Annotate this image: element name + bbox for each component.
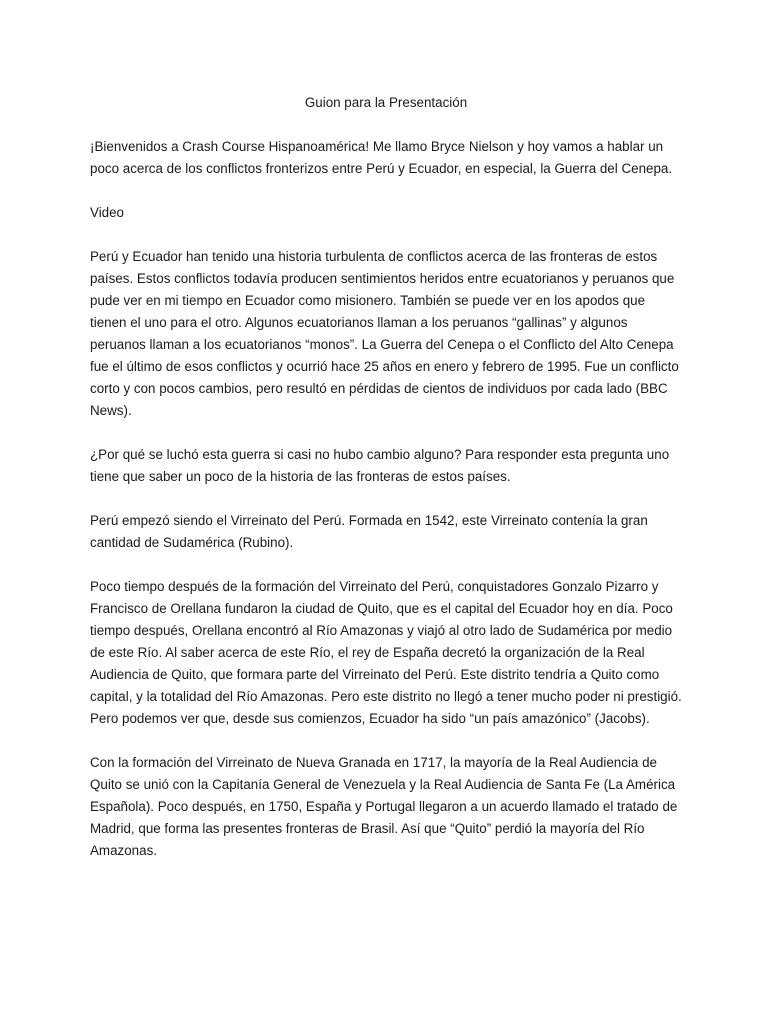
- paragraph-virreinato: Perú empezó siendo el Virreinato del Perú. Formada en 1542, este Virreinato contenía la gran cantidad de Sudamérica (Rubino).: [90, 513, 648, 550]
- paragraph-intro: ¡Bienvenidos a Crash Course Hispanoamérica! Me llamo Bryce Nielson y hoy vamos a hablar un poco acerca de los conflictos fronterizos entre Perú y Ecuador, en especial, la Guerra del Cenepa.: [90, 139, 673, 176]
- paragraph-video-cue: Video: [90, 205, 125, 220]
- paragraph-nueva-granada: Con la formación del Virreinato de Nueva Granada en 1717, la mayoría de la Real Audiencia de Quito se unió con la Capitanía General de Venezuela y la Real Audiencia de Santa Fe (La América Española). Poco después, en 1750, España y Portugal llegaron a un acuerdo llamado el tratado de Madrid, que forma las presentes fronteras de Brasil. Así que “Quito” perdió la mayoría del Río Amazonas.: [90, 755, 678, 858]
- paragraph-history: Perú y Ecuador han tenido una historia turbulenta de conflictos acerca de las fronteras de estos países. Estos conflictos todavía producen sentimientos heridos entre ecuatorianos y peruanos que pude ver en mi tiempo en Ecuador como misionero. También se puede ver en los apodos que tienen el uno para el otro. Algunos ecuatorianos llaman a los peruanos “gallinas” y algunos peruanos llaman a los ecuatorianos “monos”. La Guerra del Cenepa o el Conflicto del Alto Cenepa fue el último de esos conflictos y ocurrió hace 25 años en enero y febrero de 1995. Fue un conflicto corto y con pocos cambios, pero resultó en pérdidas de cientos de individuos por cada lado (BBC News).: [90, 249, 679, 418]
- document-title: Guion para la Presentación: [304, 95, 468, 110]
- paragraph-quito-founding: Poco tiempo después de la formación del Virreinato del Perú, conquistadores Gonzalo Pizarro y Francisco de Orellana fundaron la ciudad de Quito, que es el capital del Ecuador hoy en día. Poco tiempo después, Orellana encontró al Río Amazonas y viajó al otro lado de Sudamérica por medio de este Río. Al saber acerca de este Río, el rey de España decretó la organización de la Real Audiencia de Quito, que formara parte del Virreinato del Perú. Este distrito tendría a Quito como capital, y la totalidad del Río Amazonas. Pero este distrito no llegó a tener mucho poder ni prestigió. Pero podemos ver que, desde sus comienzos, Ecuador ha sido “un país amazónico” (Jacobs).: [90, 579, 682, 726]
- paragraph-question: ¿Por qué se luchó esta guerra si casi no hubo cambio alguno? Para responder esta pregunta uno tiene que saber un poco de la historia de las fronteras de estos países.: [90, 447, 670, 484]
